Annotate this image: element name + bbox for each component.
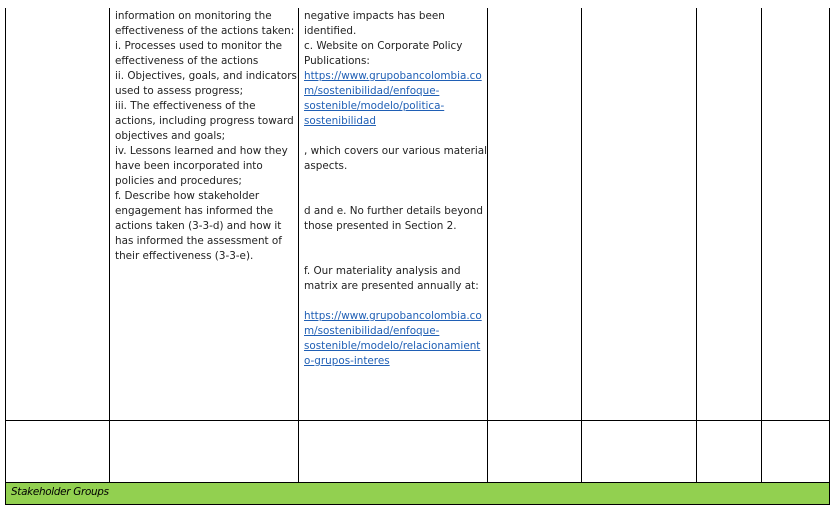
requirement-line: actions, including progress toward [115,115,294,127]
response-line: identified. [304,25,357,37]
response-line: c. Website on Corporate Policy [304,40,463,52]
response-line: d and e. No further details beyond [304,205,483,217]
requirements-cell [115,9,297,264]
requirement-line: actions taken (3-3-d) and how it [115,220,282,232]
requirement-line: iii. The effectiveness of the [115,100,256,112]
section-band-label: Stakeholder Groups [11,486,109,498]
requirement-line: f. Describe how stakeholder [115,190,260,202]
row-border [5,504,830,505]
response-cell [304,9,487,369]
spacer [304,294,487,309]
spacer [304,189,487,204]
response-line: those presented in Section 2. [304,220,457,232]
requirement-line: engagement has informed the [115,205,274,217]
requirement-line: have been incorporated into [115,160,263,172]
requirement-line: information on monitoring the [115,10,272,22]
column-border [298,8,299,483]
response-line: Publications: [304,55,370,67]
column-border [581,8,582,483]
column-border [109,8,110,483]
column-border [696,8,697,483]
spacer [304,129,487,144]
section-band [6,483,829,504]
requirement-line: policies and procedures; [115,175,242,187]
requirement-line: used to assess progress; [115,85,244,97]
policy-link[interactable]: m/sostenibilidad/enfoque- [304,85,440,97]
column-border [761,8,762,483]
spacer [304,234,487,249]
column-border [5,8,6,505]
column-border [487,8,488,483]
requirement-line: their effectiveness (3-3-e). [115,250,254,262]
requirement-line: i. Processes used to monitor the [115,40,283,52]
requirement-line: ii. Objectives, goals, and indicators [115,70,297,82]
spacer [304,174,487,189]
policy-link[interactable]: https://www.grupobancolombia.co [304,70,482,82]
requirement-line: effectiveness of the actions [115,55,259,67]
row-border [5,420,830,421]
requirement-line: iv. Lessons learned and how they [115,145,288,157]
response-line: f. Our materiality analysis and [304,265,461,277]
spacer [304,249,487,264]
response-line: , which covers our various material [304,145,487,157]
response-line: aspects. [304,160,348,172]
requirement-line: effectiveness of the actions taken: [115,25,295,37]
requirement-line: objectives and goals; [115,130,226,142]
materiality-link[interactable]: o-grupos-interes [304,355,390,367]
materiality-link[interactable]: sostenible/modelo/relacionamient [304,340,481,352]
column-border [829,8,830,505]
response-line: negative impacts has been [304,10,445,22]
response-line: matrix are presented annually at: [304,280,479,292]
requirement-line: has informed the assessment of [115,235,282,247]
policy-link[interactable]: sostenibilidad [304,115,376,127]
disclosure-table [5,8,830,505]
policy-link[interactable]: sostenible/modelo/politica- [304,100,445,112]
materiality-link[interactable]: https://www.grupobancolombia.co [304,310,482,322]
materiality-link[interactable]: m/sostenibilidad/enfoque- [304,325,440,337]
